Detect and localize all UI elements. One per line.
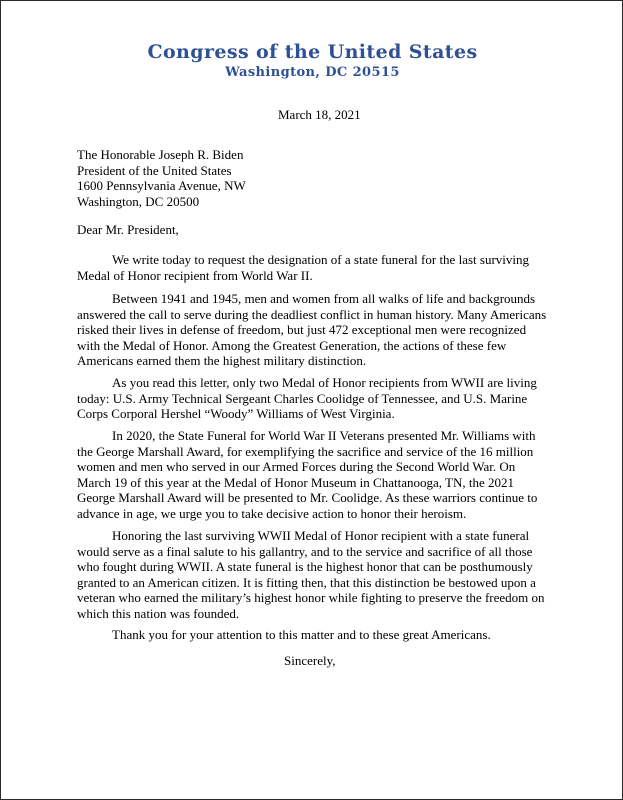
recipient-line: President of the United States bbox=[77, 162, 232, 178]
body-paragraph: Between 1941 and 1945, men and women from all walks of life and backgrounds answered the call to serve during the deadliest conflict in human history. Many Americans risked their lives in defense of freedom, but just 472 exceptional men were recognized with the Medal of Honor. Among the Greatest Generation, the actions of these few Americans earned them the highest military distinction. bbox=[77, 291, 547, 369]
recipient-address bbox=[77, 147, 246, 209]
closing: Sincerely, bbox=[284, 653, 336, 668]
body-paragraph: As you read this letter, only two Medal of Honor recipients from WWII are living today: U.S. Army Technical Sergeant Charles Coolidge of Tennessee, and U.S. Marine Corps Corporal Hershel “Woody” Williams of West Virginia. bbox=[77, 375, 537, 422]
recipient-line: The Honorable Joseph R. Biden bbox=[77, 147, 244, 162]
letterhead-location: Washington, DC 20515 bbox=[225, 65, 400, 80]
recipient-line: Washington, DC 20500 bbox=[77, 193, 200, 209]
salutation: Dear Mr. President, bbox=[77, 222, 179, 237]
body-paragraph: In 2020, the State Funeral for World War II Veterans presented Mr. Williams with the George Marshall Award, for exemplifying the sacrifice and service of the 16 million women and men who served in our Armed Forces during the Second World War. On March 19 of this year at the Medal of Honor Museum in Chattanooga, TN, the 2021 George Marshall Award will be presented to Mr. Coolidge. As these warriors continue to advance in age, we urge you to take decisive action to honor their heroism. bbox=[77, 428, 538, 521]
recipient-line: 1600 Pennsylvania Avenue, NW bbox=[77, 178, 246, 193]
body-paragraph: Thank you for your attention to this matter and to these great Americans. bbox=[112, 627, 491, 642]
body-paragraph: We write today to request the designation of a state funeral for the last surviving Medal of Honor recipient from World War II. bbox=[77, 252, 529, 283]
letter-date: March 18, 2021 bbox=[278, 107, 361, 122]
letterhead-title: Congress of the United States bbox=[147, 41, 478, 63]
body-paragraph: Honoring the last surviving WWII Medal of Honor recipient with a state funeral would serve as a final salute to his gallantry, and to the service and sacrifice of all those who fought during WWII. A state funeral is the highest honor that can be posthumously granted to an American citizen. It is fitting then, that this distinction be bestowed upon a veteran who earned the military’s highest honor while fighting to preserve the freedom on which this nation was founded. bbox=[77, 528, 545, 621]
